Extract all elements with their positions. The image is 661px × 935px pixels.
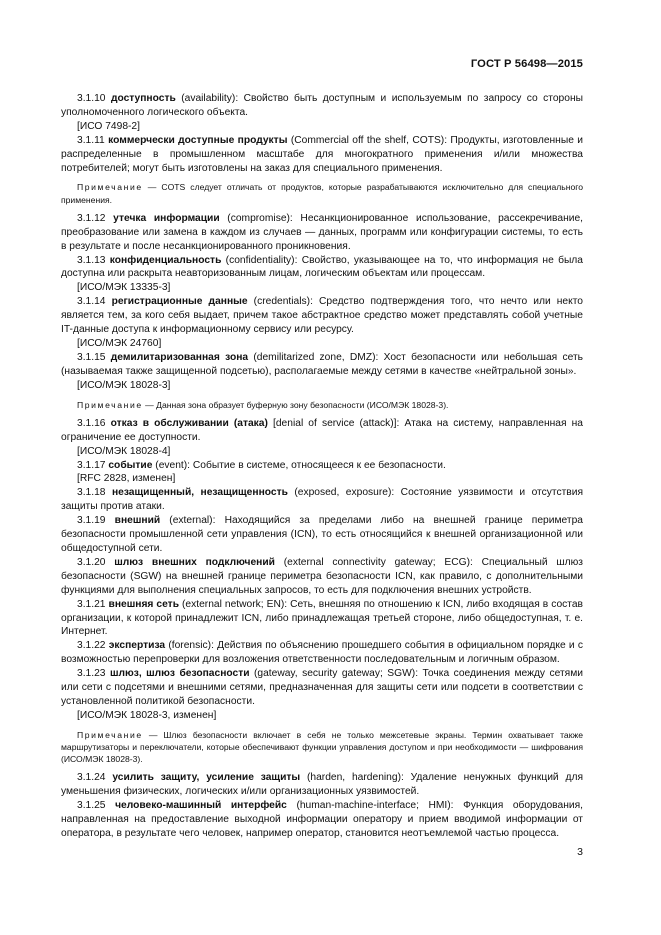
term-entry [61,514,583,556]
term-name: отказ в обслуживании (атака) [110,417,268,429]
term-number: 3.1.16 [77,417,106,429]
note-label: Примечание [77,729,143,740]
term-entry [61,351,583,379]
source-reference: [ИСО/МЭК 18028-4] [77,445,171,457]
term-definition: (harden, hardening): Удаление ненужных функций для уменьшения физических, логических и/или организационных уязвимостей. [61,772,583,798]
note [61,399,583,411]
term-entry [61,771,583,799]
term-definition: (confidentiality): Свойство, указывающее на то, что информация не была доступна или раскрыта неавторизованным лицам, логическим объектам или процессам. [61,254,583,280]
term-number: 3.1.25 [77,800,106,812]
page-number: 3 [577,846,583,858]
term-name: конфиденциальность [109,254,222,266]
term-definition: (availability): Свойство быть доступным и используемым по запросу со стороны уполномоченного логического объекта. [61,93,583,118]
term-entry [61,417,583,445]
term-definition: (gateway, security gateway; SGW): Точка соединения между сетями или сети с подсетями и внешними сетями, предназначенная для защиты сети или подсети в соответствии с установленной политикой безопасности. [61,668,583,707]
note-text: — COTS следует отличать от продуктов, которые разрабатываются исключительно для специального применения. [61,182,583,205]
term-definition: (forensic): Действия по объяснению прошедшего события в официальном порядке и с возможностью перепроверки для возложения ответственности последовательным и логичным образом. [61,640,583,666]
term-name: событие [108,459,153,471]
term-number: 3.1.18 [77,487,106,499]
source-reference: [ИСО/МЭК 18028-3] [77,379,171,391]
term-entry [61,92,583,120]
term-number: 3.1.20 [77,556,106,568]
term-definition: [denial of service (attack)]: Атака на систему, направленная на ограничение ее доступности. [61,417,583,443]
term-entry [61,486,583,514]
term-entry [61,459,583,473]
term-name: шлюз внешних подключений [114,556,275,568]
term-name: внешний [114,515,161,527]
term-number: 3.1.11 [77,134,105,146]
term-name: незащищенный, незащищенность [111,487,288,499]
note [61,729,583,766]
term-number: 3.1.23 [77,668,106,680]
term-name: коммерчески доступные продукты [108,134,288,146]
term-definition: (external network; EN): Сеть, внешняя по отношению к ICN, либо входящая в состав организации, к которой принадлежит ICN, либо принадлежащая третьей стороне, либо общедоступная, т. е. Интернет. [61,598,584,638]
term-number: 3.1.21 [77,598,106,610]
term-definition: (demilitarized zone, DMZ): Хост безопасности или небольшая сеть (называемая также защищенной подсетью), располагаемые между сетями в качестве «нейтральной зоны». [61,351,583,377]
term-definition: (Commercial off the shelf, COTS): Продукты, изготовленные и распределенные в промышленном масштабе для многократного применения и/или множества потребителей; могут быть изготовлены на заказ для специального применения. [61,134,583,174]
standard-header: ГОСТ Р 56498—2015 [470,58,583,70]
term-number: 3.1.10 [77,93,106,104]
note-text: — Шлюз безопасности включает в себя не только межсетевые экраны. Термин охватывает также маршрутизаторы и переключатели, которые обеспечивают функции управления доступом и при необходимости — шифрования (ИСО/МЭК 18028-3). [61,729,583,765]
term-name: демилитаризованная зона [110,351,249,363]
note-text: — Данная зона образует буферную зону безопасности (ИСО/МЭК 18028-3). [142,399,449,410]
term-name: внешняя сеть [108,598,179,610]
term-name: человеко-машинный интерфейс [115,800,287,812]
term-entry [61,556,583,598]
term-number: 3.1.12 [77,212,106,224]
source-reference: [ИСО/МЭК 18028-3, изменен] [77,709,217,721]
term-name: экспертиза [108,640,166,652]
term-entry [61,212,583,254]
term-name: регистрационные данные [111,296,248,308]
term-definition: (human-machine-interface; HMI): Функция оборудования, направленная на предоставление выходной информации оператору и прием вводимой информации от оператора, в результате чего человек, например оператор, становится неотъемлемой частью процесса. [61,800,583,839]
term-number: 3.1.15 [77,351,106,363]
term-name: доступность [110,93,176,104]
term-definition: (event): Событие в системе, относящееся к ее безопасности. [152,459,446,471]
term-definition: (credentials): Средство подтверждения того, что нечто или некто является тем, за кого себя выдает, причем такое абстрактное средство может представлять собой учетные IT-данные доступа к информационному сервису или ресурсу. [61,296,583,336]
terms-content [61,92,583,841]
term-definition: (external connectivity gateway; ECG): Специальный шлюз безопасности (SGW) на внешней границе периметра безопасности ICN, как правило, с дополнительными функциями для выполнения специальных запросов, то есть для подключения внешних устройств. [61,556,583,596]
term-name: усилить защиту, усиление защиты [112,772,301,784]
term-entry [61,598,583,640]
term-entry [61,295,583,337]
source-reference: [ИСО/МЭК 13335-3] [77,282,171,294]
term-name: шлюз, шлюз безопасности [109,668,250,680]
term-entry [61,799,583,841]
term-number: 3.1.22 [77,640,106,652]
term-definition: (exposed, exposure): Состояние уязвимости и отсутствия защиты против атаки. [61,487,583,513]
term-number: 3.1.19 [77,515,106,527]
source-reference: [ИСО 7498-2] [77,120,140,132]
term-entry [61,667,583,709]
term-number: 3.1.14 [77,296,106,308]
term-number: 3.1.17 [77,459,106,471]
term-definition: (external): Находящийся за пределами либо на внешней границе периметра безопасности промышленной сети управления (ICN), то есть относящийся к внешней организационной или общедоступной сети. [61,515,583,554]
source-reference: [ИСО/МЭК 24760] [77,338,162,349]
term-definition: (compromise): Несанкционированное использование, рассекречивание, преобразование или замена в каждом из случаев — данных, программ или конфигурации системы, то есть в результате и после несанкционированного проникновения. [61,212,583,252]
term-number: 3.1.24 [77,772,106,784]
term-entry [61,134,583,176]
note [61,181,583,205]
source-reference: [RFC 2828, изменен] [77,473,176,485]
term-name: утечка информации [113,212,220,224]
note-label: Примечание [77,399,143,410]
term-entry [61,639,583,667]
term-number: 3.1.13 [77,254,106,266]
term-entry [61,254,583,282]
note-label: Примечание [77,182,143,193]
